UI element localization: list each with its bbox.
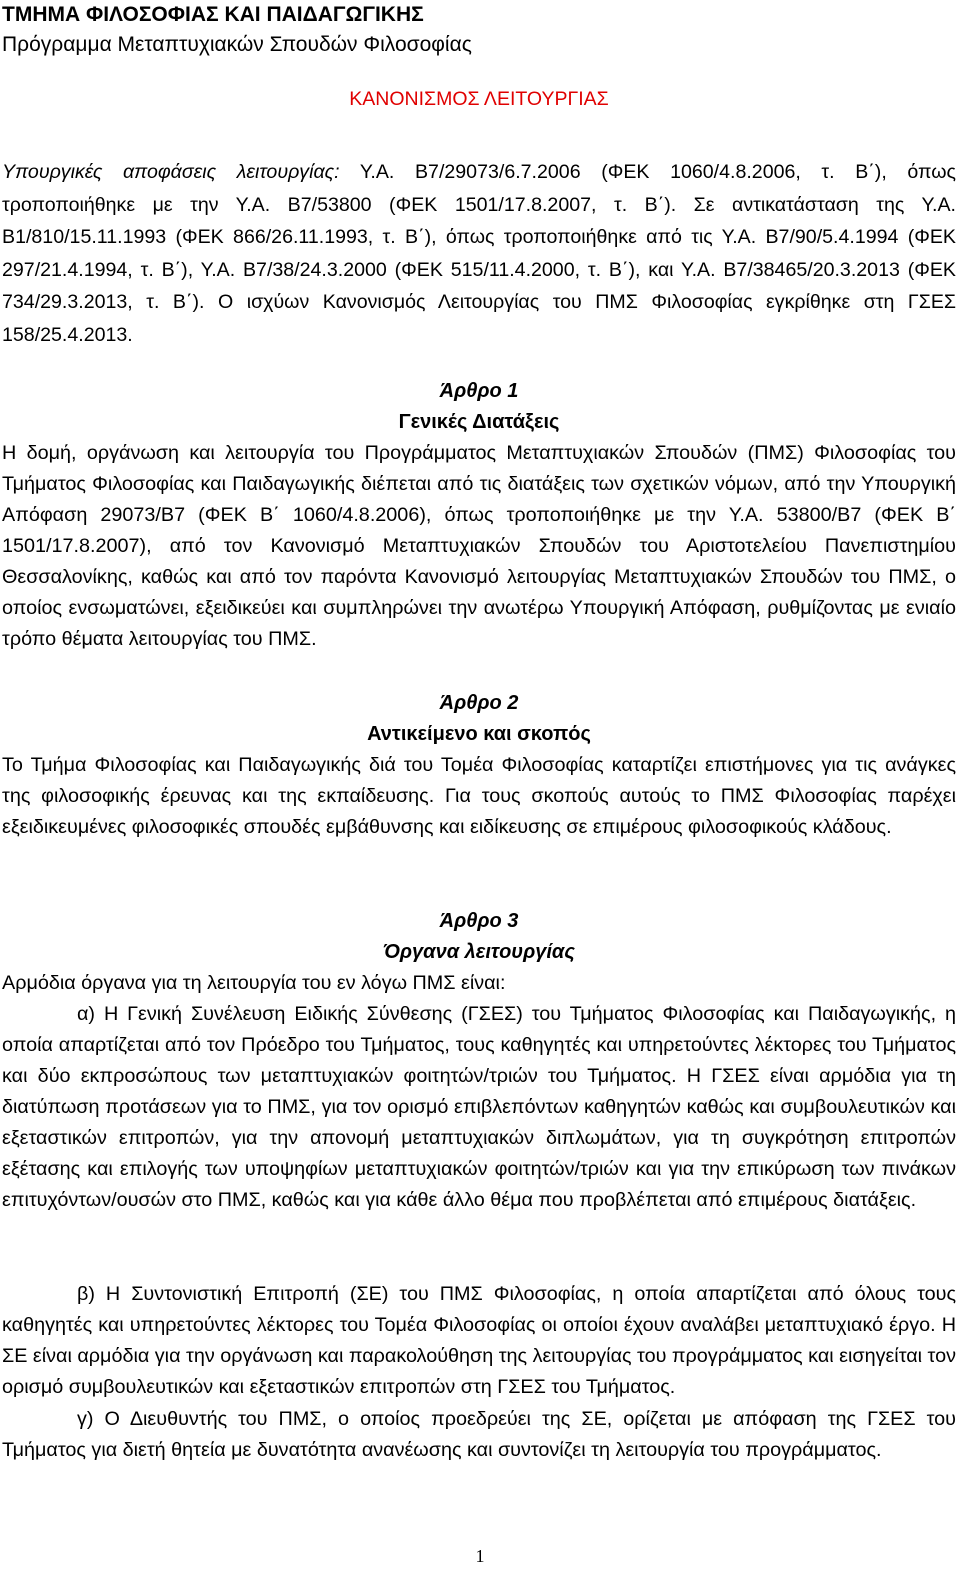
article-3-number: Άρθρο 3 [439, 910, 519, 932]
regulation-title: ΚΑΝΟΝΙΣΜΟΣ ΛΕΙΤΟΥΡΓΙΑΣ [349, 88, 609, 110]
ministerial-decisions-paragraph [2, 156, 956, 351]
article-2-title: Αντικείμενο και σκοπός [367, 723, 591, 745]
ministerial-decisions-lead: Υπουργικές αποφάσεις λειτουργίας: [2, 161, 340, 183]
article-3-item-a: α) Η Γενική Συνέλευση Ειδικής Σύνθεσης (ΓΣΕΣ) του Τμήματος Φιλοσοφίας και Παιδαγωγικής, η οποία απαρτίζεται από τον Πρόεδρο του Τμήματος, τους καθηγητές και υπηρετούντες λέκτορες του Τμήματος και δύο εκπροσώπους των μεταπτυχιακών φοιτητών/τριών του Τμήματος. Η ΓΣΕΣ είναι αρμόδια για τη διατύπωση προτάσεων για το ΠΜΣ, για τον ορισμό επιβλεπόντων καθηγητών καθώς και συμβουλευτικών και εξεταστικών επιτροπών, για την απονομή μεταπτυχιακών διπλωμάτων, για τη συγκρότηση επιτροπών εξέτασης και επιλογής των υποψηφίων μεταπτυχιακών φοιτητών/τριών και για την επικύρωση των πινάκων επιτυχόντων/ουσών στο ΠΜΣ, καθώς και για κάθε άλλο θέμα που προβλέπεται από επιμέρους διατάξεις. [2, 1003, 956, 1211]
program-heading: Πρόγραμμα Μεταπτυχιακών Σπουδών Φιλοσοφίας [2, 33, 472, 56]
article-2-text: Το Τμήμα Φιλοσοφίας και Παιδαγωγικής διά του Τομέα Φιλοσοφίας καταρτίζει επιστήμονες για τις ανάγκες της φιλοσοφικής έρευνας και της εκπαίδευσης. Για τους σκοπούς αυτούς το ΠΜΣ Φιλοσοφίας παρέχει εξειδικευμένες φιλοσοφικές σπουδές εμβάθυνσης και ειδίκευσης σε επιμέρους φιλοσοφικούς κλάδους. [2, 754, 956, 838]
ministerial-decisions-text: Υ.Α. Β7/29073/6.7.2006 (ΦΕΚ 1060/4.8.2006, τ. Β΄), όπως τροποποιήθηκε με την Υ.Α. Β7/53800 (ΦΕΚ 1501/17.8.2007, τ. Β΄). Σε αντικατάσταση της Υ.Α. Β1/810/15.11.1993 (ΦΕΚ 866/26.11.1993, τ. Β΄), όπως τροποποιήθηκε από τις Υ.Α. Β7/90/5.4.1994 (ΦΕΚ 297/21.4.1994, τ. Β΄), Υ.Α. Β7/38/24.3.2000 (ΦΕΚ 515/11.4.2000, τ. Β΄), και Υ.Α. Β7/38465/20.3.2013 (ΦΕΚ 734/29.3.2013, τ. Β΄). Ο ισχύων Κανονισμός Λειτουργίας του ΠΜΣ Φιλοσοφίας εγκρίθηκε στη ΓΣΕΣ 158/25.4.2013. [2, 161, 956, 346]
article-1-number: Άρθρο 1 [439, 380, 519, 402]
article-1-title: Γενικές Διατάξεις [398, 411, 560, 433]
article-3-item-c: γ) Ο Διευθυντής του ΠΜΣ, ο οποίος προεδρεύει της ΣΕ, ορίζεται με απόφαση της ΓΣΕΣ του Τμήματος για διετή θητεία με δυνατότητα ανανέωσης και συντονίζει τη λειτουργία του προγράμματος. [2, 1408, 956, 1461]
page-number: 1 [475, 1546, 485, 1566]
article-3-intro: Αρμόδια όργανα για τη λειτουργία του εν λόγω ΠΜΣ είναι: [2, 972, 506, 994]
article-3-title: Όργανα λειτουργίας [383, 941, 575, 963]
article-3-item-b: β) Η Συντονιστική Επιτροπή (ΣΕ) του ΠΜΣ Φιλοσοφίας, η οποία απαρτίζεται από όλους τους καθηγητές και υπηρετούντες λέκτορες του Τομέα Φιλοσοφίας οι οποίοι έχουν αναλάβει μεταπτυχιακό έργο. Η ΣΕ είναι αρμόδια για την οργάνωση και παρακολούθηση της λειτουργίας του προγράμματος και εισηγείται τον ορισμό συμβουλευτικών και εξεταστικών επιτροπών στη ΓΣΕΣ του Τμήματος. [2, 1283, 956, 1398]
department-heading: ΤΜΗΜΑ ΦΙΛΟΣΟΦΙΑΣ ΚΑΙ ΠΑΙΔΑΓΩΓΙΚΗΣ [2, 3, 424, 26]
article-1-text: Η δομή, οργάνωση και λειτουργία του Προγράμματος Μεταπτυχιακών Σπουδών (ΠΜΣ) Φιλοσοφίας του Τμήματος Φιλοσοφίας και Παιδαγωγικής διέπεται από τις διατάξεις των σχετικών νόμων, από την Υπουργική Απόφαση 29073/Β7 (ΦΕΚ Β΄ 1060/4.8.2006), όπως τροποποιήθηκε με την Υ.Α. 53800/Β7 (ΦΕΚ Β΄ 1501/17.8.2007), από τον Κανονισμό Μεταπτυχιακών Σπουδών του Αριστοτελείου Πανεπιστημίου Θεσσαλονίκης, καθώς και από τον παρόντα Κανονισμό λειτουργίας Μεταπτυχιακών Σπουδών του ΠΜΣ, ο οποίος ενσωματώνει, εξειδικεύει και συμπληρώνει την ανωτέρω Υπουργική Απόφαση, ρυθμίζοντας με ενιαίο τρόπο θέματα λειτουργίας του ΠΜΣ. [2, 442, 956, 650]
article-2-number: Άρθρο 2 [439, 692, 519, 714]
